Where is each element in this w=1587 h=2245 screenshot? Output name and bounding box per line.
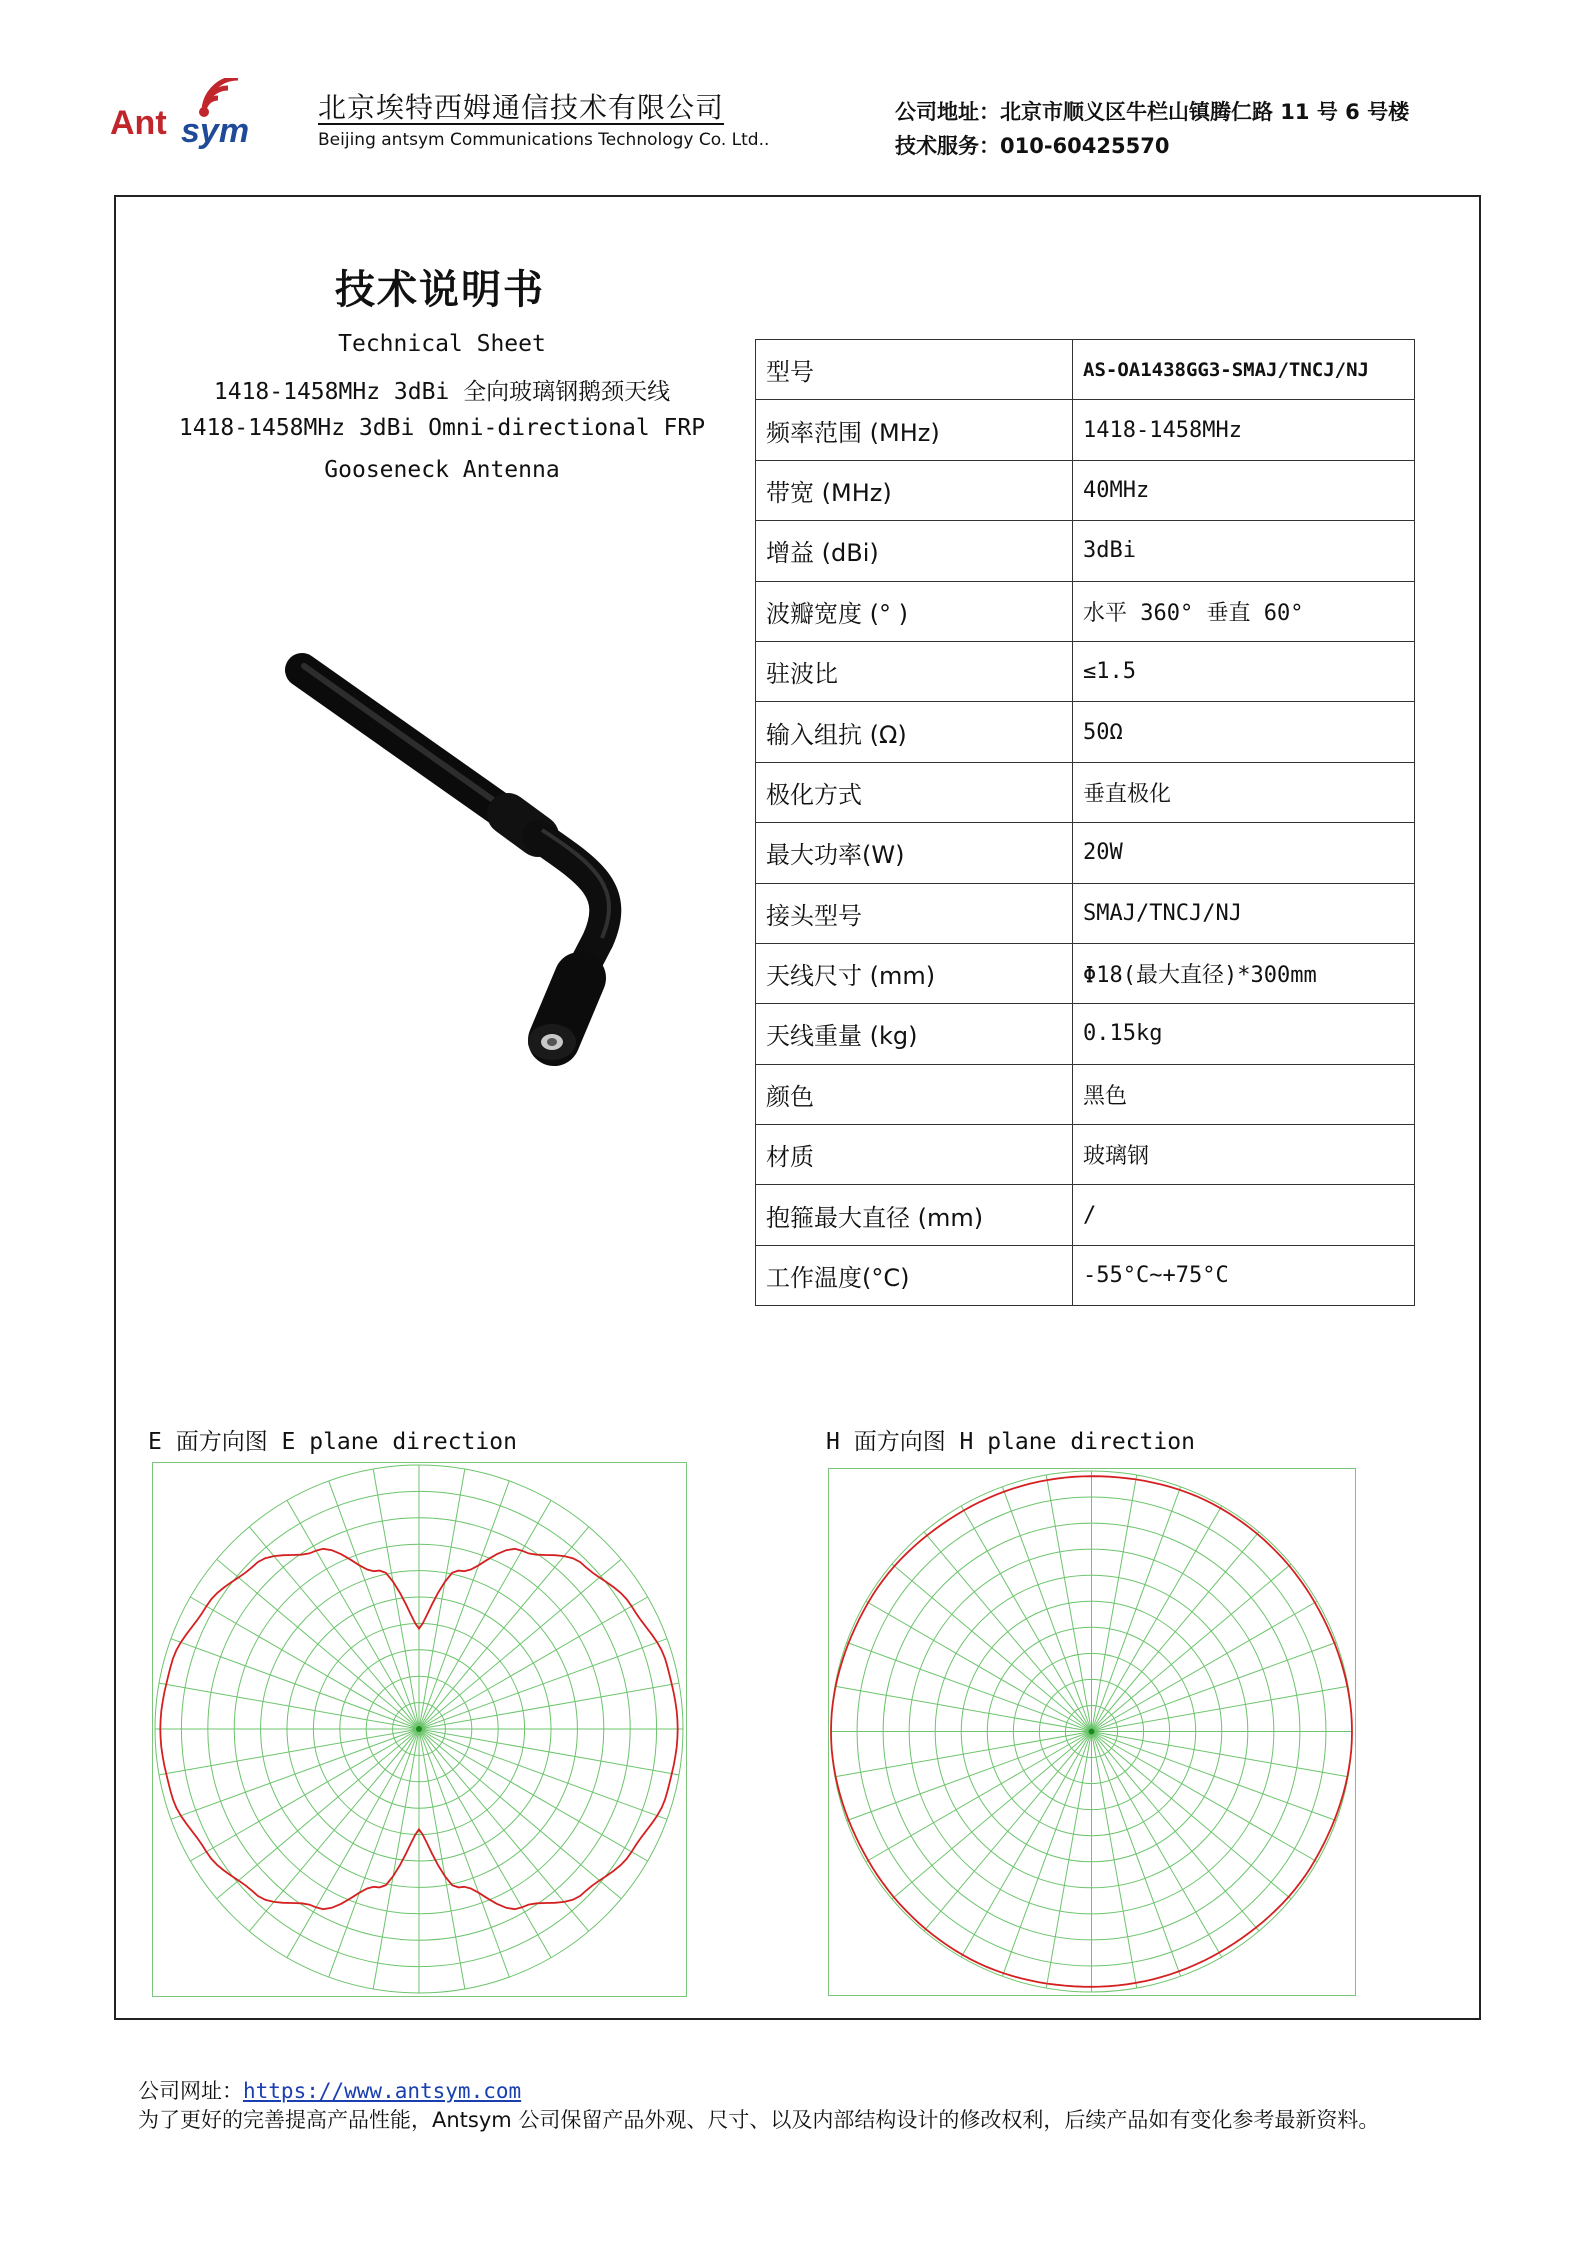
spec-value: 1418-1458MHz	[1073, 400, 1415, 460]
polar-center	[416, 1726, 422, 1732]
logo-text-sym: sym	[181, 112, 250, 150]
spec-value: AS-OA1438GG3-SMAJ/TNCJ/NJ	[1073, 340, 1415, 400]
grid-spoke	[419, 1527, 589, 1729]
table-row	[756, 340, 1415, 400]
grid-spoke	[217, 1729, 419, 1899]
spec-label: 频率范围 (MHz)	[756, 400, 1073, 460]
spec-label: 型号	[756, 340, 1073, 400]
company-name-cn: 北京埃特西姆通信技术有限公司	[318, 91, 725, 124]
grid-spoke	[892, 1732, 1092, 1899]
company-name-en: Beijing antsym Communications Technology Co. Ltd..	[318, 130, 770, 150]
polar-center	[1089, 1729, 1095, 1735]
e-plane-chart-title: E 面方向图 E plane direction	[148, 1429, 517, 1455]
grid-spoke	[419, 1729, 589, 1931]
grid-spoke	[249, 1729, 419, 1931]
spec-label: 工作温度(°C)	[756, 1245, 1073, 1305]
table-row	[756, 1125, 1415, 1185]
grid-spoke	[924, 1732, 1091, 1932]
spec-label: 接头型号	[756, 883, 1073, 943]
spec-label: 天线尺寸 (mm)	[756, 943, 1073, 1003]
spec-value: 20W	[1073, 823, 1415, 883]
spec-label: 天线重量 (kg)	[756, 1004, 1073, 1064]
spec-value: 水平 360° 垂直 60°	[1073, 581, 1415, 641]
table-row	[756, 702, 1415, 762]
table-row	[756, 883, 1415, 943]
spec-value: -55°C~+75°C	[1073, 1245, 1415, 1305]
h-plane-polar-plot	[829, 1469, 1354, 1994]
grid-spoke	[419, 1559, 621, 1729]
grid-spoke	[217, 1559, 419, 1729]
antenna-product-image	[280, 640, 660, 1080]
spec-table	[755, 339, 1415, 1306]
spec-value: 40MHz	[1073, 460, 1415, 520]
grid-spoke	[1092, 1564, 1292, 1731]
spec-label: 驻波比	[756, 641, 1073, 701]
subtitle-line: 1418-1458MHz 3dBi Omni-directional FRP	[178, 415, 706, 441]
spec-label: 波瓣宽度 (° )	[756, 581, 1073, 641]
table-row	[756, 823, 1415, 883]
h-plane-chart	[828, 1468, 1356, 1996]
table-row	[756, 762, 1415, 822]
footer-disclaimer: 为了更好的完善提高产品性能，Antsym 公司保留产品外观、尺寸、以及内部结构设计的修改权利，后续产品如有变化参考最新资料。	[138, 2108, 1380, 2132]
tech-service-phone: 技术服务：010-60425570	[895, 134, 1170, 158]
spec-value: 垂直极化	[1073, 762, 1415, 822]
spec-value: 3dBi	[1073, 521, 1415, 581]
e-plane-polar-plot	[153, 1463, 685, 1995]
grid-spoke	[1092, 1732, 1259, 1932]
spec-value: Φ18(最大直径)*300mm	[1073, 943, 1415, 1003]
spec-label: 输入组抗 (Ω)	[756, 702, 1073, 762]
spec-value: 0.15kg	[1073, 1004, 1415, 1064]
table-row	[756, 400, 1415, 460]
spec-value: ≤1.5	[1073, 641, 1415, 701]
page-title: 技术说明书	[335, 267, 545, 313]
spec-label: 最大功率(W)	[756, 823, 1073, 883]
grid-spoke	[1092, 1532, 1259, 1732]
company-address: 公司地址：北京市顺义区牛栏山镇腾仁路 11 号 6 号楼	[895, 100, 1410, 124]
spec-label: 颜色	[756, 1064, 1073, 1124]
table-row	[756, 460, 1415, 520]
spec-label: 抱箍最大直径 (mm)	[756, 1185, 1073, 1245]
h-plane-chart-title: H 面方向图 H plane direction	[826, 1429, 1195, 1455]
spec-value: 50Ω	[1073, 702, 1415, 762]
spec-value: 黑色	[1073, 1064, 1415, 1124]
table-row	[756, 1245, 1415, 1305]
e-plane-chart	[152, 1462, 687, 1997]
spec-value: 玻璃钢	[1073, 1125, 1415, 1185]
website-link[interactable]: https://www.antsym.com	[243, 2079, 522, 2103]
logo-text-ant: Ant	[110, 104, 167, 142]
grid-spoke	[924, 1532, 1091, 1732]
grid-spoke	[249, 1527, 419, 1729]
grid-spoke	[892, 1564, 1092, 1731]
grid-spoke	[1092, 1732, 1292, 1899]
grid-spoke	[419, 1729, 621, 1899]
table-row	[756, 521, 1415, 581]
company-logo	[108, 78, 268, 158]
table-row	[756, 1064, 1415, 1124]
spec-label: 极化方式	[756, 762, 1073, 822]
spec-label: 带宽 (MHz)	[756, 460, 1073, 520]
footer-website	[138, 2075, 521, 2105]
spec-label: 材质	[756, 1125, 1073, 1185]
table-row	[756, 943, 1415, 1003]
subtitle-line: 1418-1458MHz 3dBi 全向玻璃钢鹅颈天线	[213, 379, 671, 405]
table-row	[756, 641, 1415, 701]
spec-value: SMAJ/TNCJ/NJ	[1073, 883, 1415, 943]
table-row	[756, 1004, 1415, 1064]
website-label: 公司网址：	[138, 2079, 243, 2103]
subtitle-line: Gooseneck Antenna	[324, 457, 560, 483]
table-row	[756, 581, 1415, 641]
table-row	[756, 1185, 1415, 1245]
spec-value: /	[1073, 1185, 1415, 1245]
spec-label: 增益 (dBi)	[756, 521, 1073, 581]
subtitle-line: Technical Sheet	[338, 331, 546, 357]
